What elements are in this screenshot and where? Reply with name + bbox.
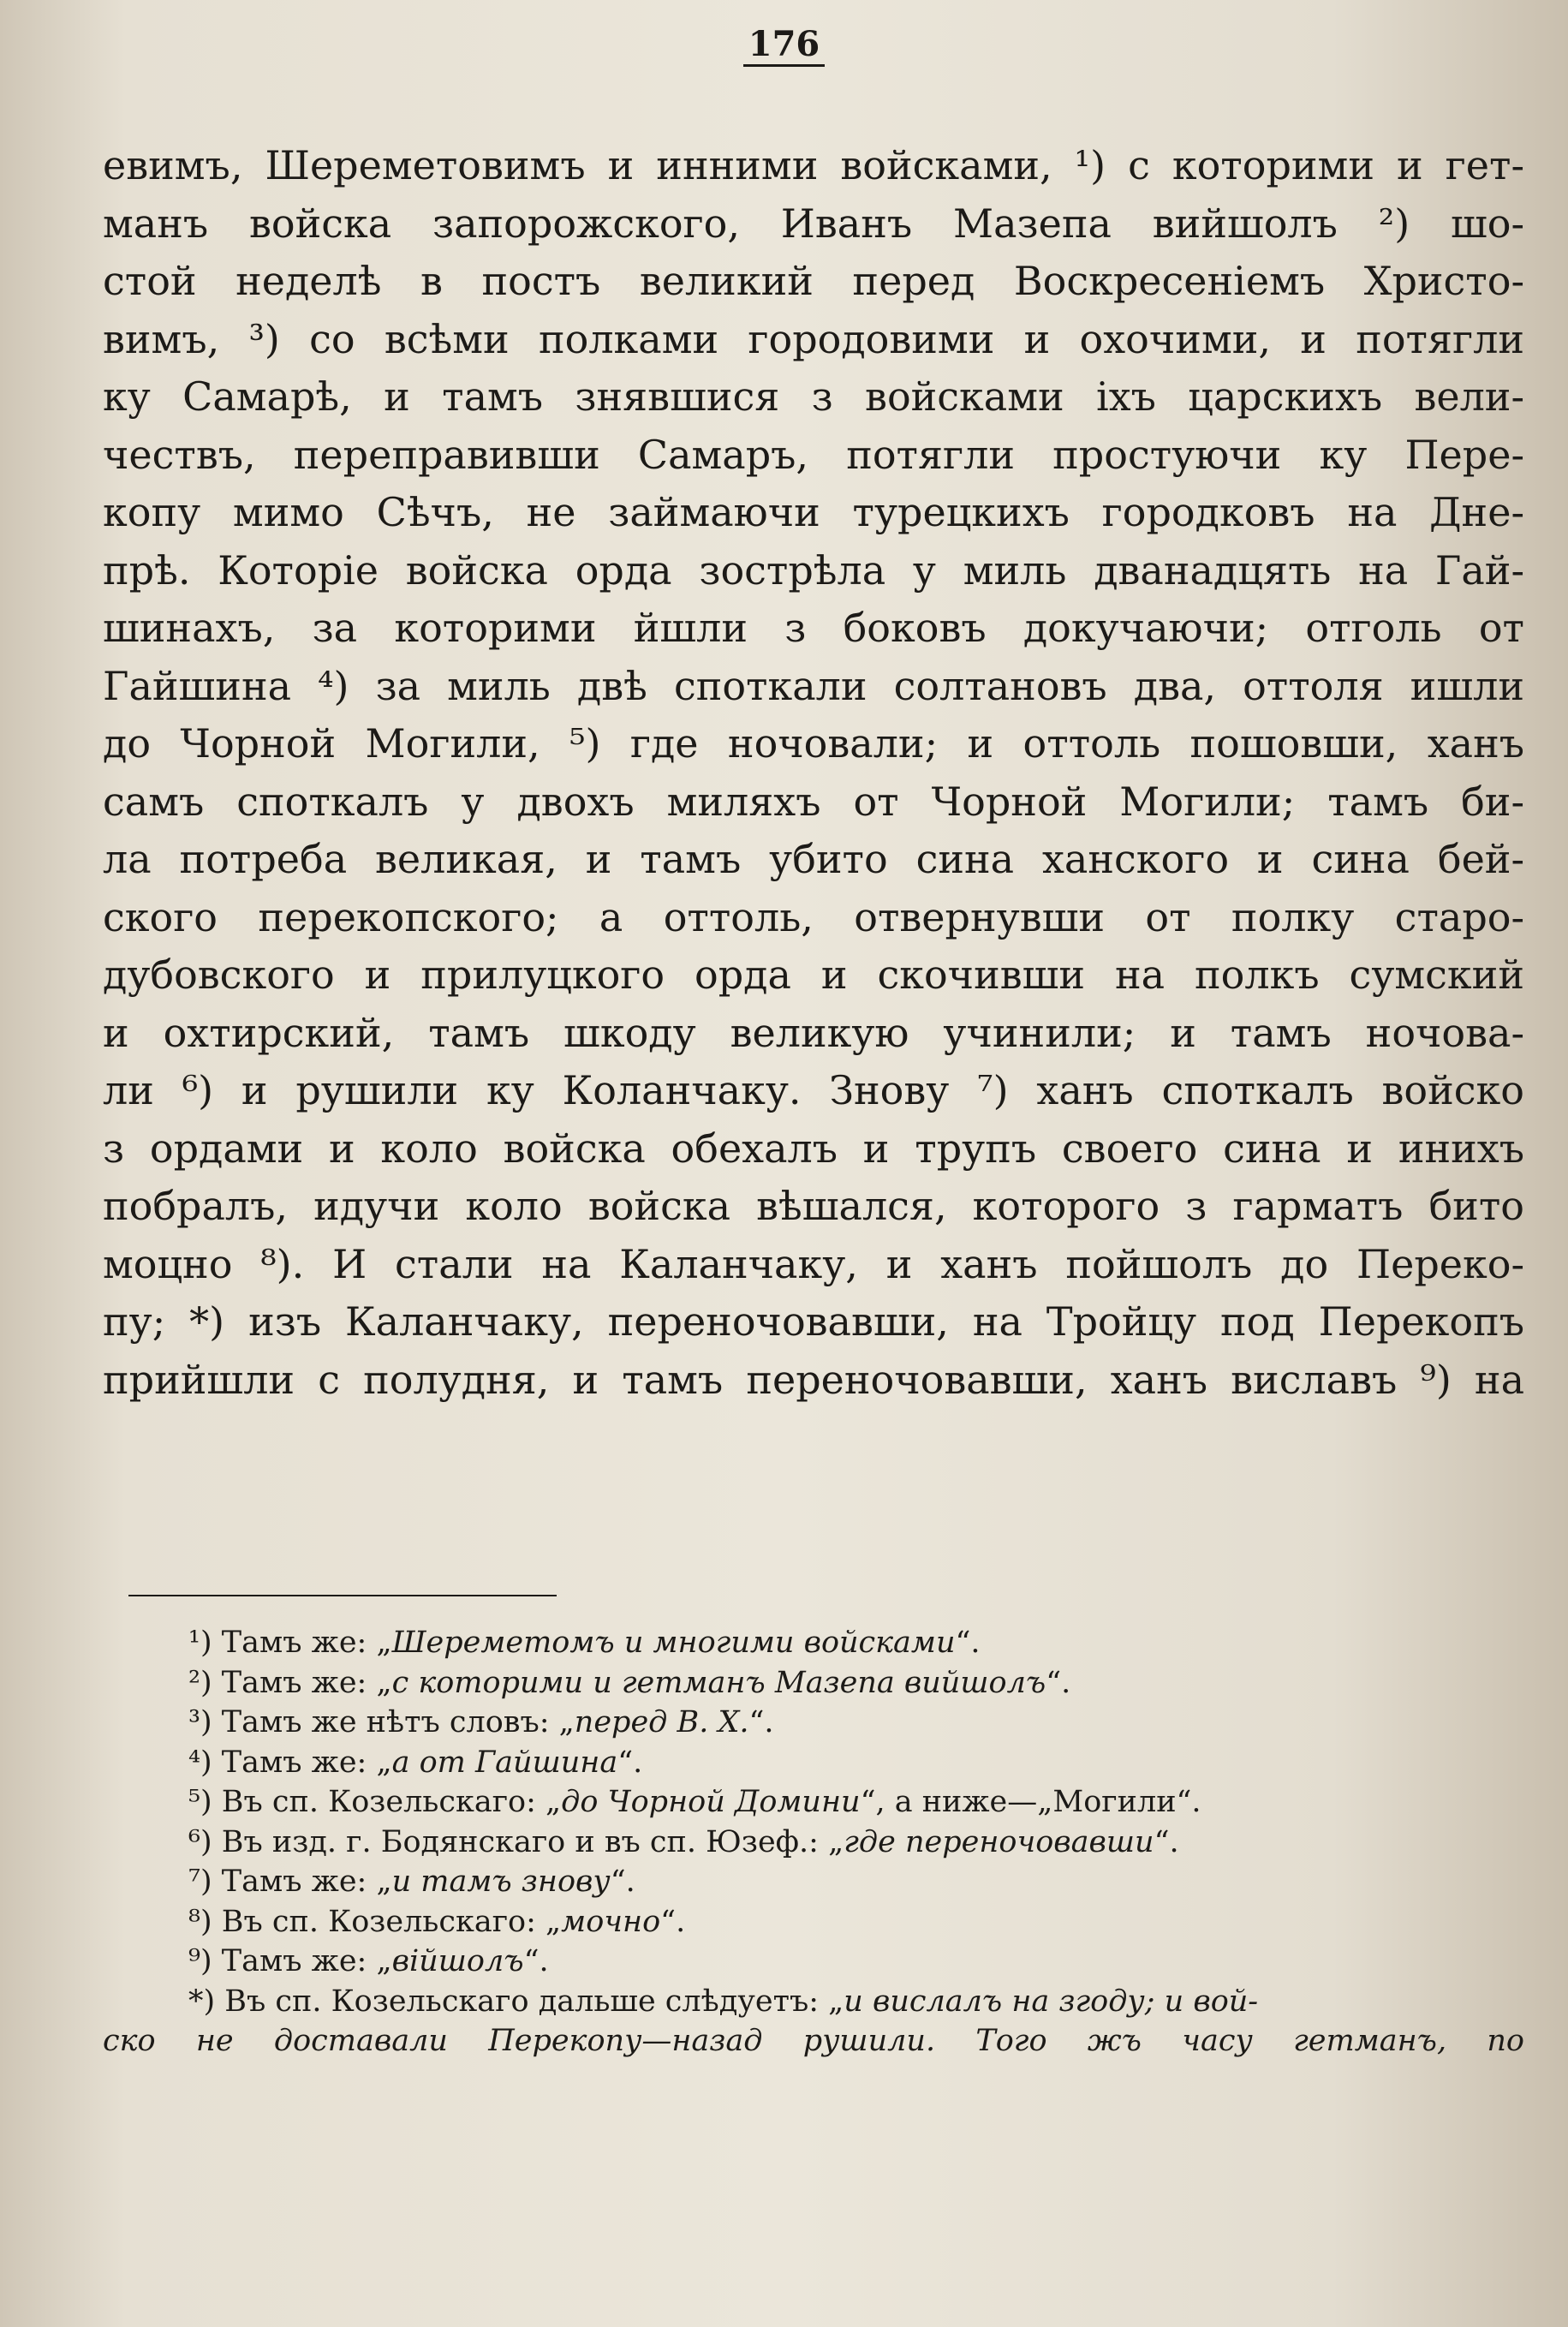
footnote: ⁵) Въ сп. Козельскаго: „до Чорной Домини“, а ниже—„Могили“. <box>188 1785 1201 1819</box>
text-line: ку Самарѣ, и тамъ знявшися з войсками іхъ царскихъ вели- <box>103 373 1524 420</box>
footnote: ⁴) Тамъ же: „а от Гайшина“. <box>188 1745 643 1780</box>
text-line: ла потреба великая, и тамъ убито сина ханского и сина бей- <box>103 836 1524 882</box>
text-line: побралъ, идучи коло войска вѣшался, которого з гарматъ бито <box>103 1183 1524 1229</box>
text-line: ского перекопского; а оттоль, отвернувши от полку старо- <box>103 893 1524 940</box>
text-line: вимъ, ³) со всѣми полками городовими и охочими, и потягли <box>103 315 1524 362</box>
text-line: евимъ, Шереметовимъ и инними войсками, ¹) с которими и гет- <box>103 142 1524 188</box>
page-number: 176 <box>0 24 1568 64</box>
text-line: самъ споткалъ у двохъ миляхъ от Чорной Могили; тамъ би- <box>103 778 1524 825</box>
footnote-rule <box>128 1595 557 1596</box>
footnote: *) Въ сп. Козельскаго дальше слѣдуетъ: „и вислалъ на згоду; и вой- <box>188 1984 1259 2019</box>
footnote: ²) Тамъ же: „с которими и гетманъ Мазепа вийшолъ“. <box>188 1665 1071 1700</box>
footnote: ⁹) Тамъ же: „війшолъ“. <box>188 1944 549 1978</box>
text-line: и охтирский, тамъ шкоду великую учинили; и тамъ ночова- <box>103 1009 1524 1056</box>
footnote: ⁶) Въ изд. г. Бодянскаго и въ сп. Юзеф.: „где переночовавши“. <box>188 1824 1179 1859</box>
text-line: до Чорной Могили, ⁵) где ночовали; и оттоль пошовши, ханъ <box>103 720 1524 767</box>
footnote: ⁸) Въ сп. Козельскаго: „мочно“. <box>188 1904 686 1939</box>
text-line: чествъ, переправивши Самаръ, потягли простуючи ку Пере- <box>103 431 1524 478</box>
text-line: дубовского и прилуцкого орда и скочивши на полкъ сумский <box>103 952 1524 998</box>
text-line: стой неделѣ в постъ великий перед Воскресеніемъ Христо- <box>103 258 1524 304</box>
text-line: моцно ⁸). И стали на Каланчаку, и ханъ пойшолъ до Переко- <box>103 1240 1524 1287</box>
footnote: ⁷) Тамъ же: „и тамъ знову“. <box>188 1865 635 1899</box>
text-line: з ордами и коло войска обехалъ и трупъ своего сина и инихъ <box>103 1125 1524 1172</box>
main-text <box>103 137 1524 1409</box>
text-line: манъ войска запорожского, Иванъ Мазепа вийшолъ ²) шо- <box>103 200 1524 247</box>
text-line: пу; *) изъ Каланчаку, переночовавши, на Тройцу под Перекопъ <box>103 1298 1524 1345</box>
text-line: прийшли с полудня, и тамъ переночовавши, ханъ виславъ ⁹) на <box>103 1356 1524 1403</box>
text-line: копу мимо Сѣчъ, не займаючи турецкихъ городковъ на Дне- <box>103 489 1524 535</box>
text-line: шинахъ, за которими йшли з боковъ докучаючи; отголь от <box>103 605 1524 651</box>
footnote-continuation: ско не доставали Перекопу—назад рушили. Того жъ часу гетманъ, по <box>103 2024 1524 2058</box>
text-line: ли ⁶) и рушили ку Коланчаку. Знову ⁷) ханъ споткалъ войско <box>103 1067 1524 1113</box>
footnote: ³) Тамъ же нѣтъ словъ: „перед В. Х.“. <box>188 1705 774 1739</box>
footnotes <box>103 1623 1524 2061</box>
footnote: ¹) Тамъ же: „Шереметомъ и многими войсками“. <box>188 1626 981 1660</box>
text-line: Гайшина ⁴) за миль двѣ споткали солтановъ два, оттоля ишли <box>103 662 1524 709</box>
text-line: прѣ. Которіе войска орда зострѣла у миль дванадцять на Гай- <box>103 546 1524 594</box>
